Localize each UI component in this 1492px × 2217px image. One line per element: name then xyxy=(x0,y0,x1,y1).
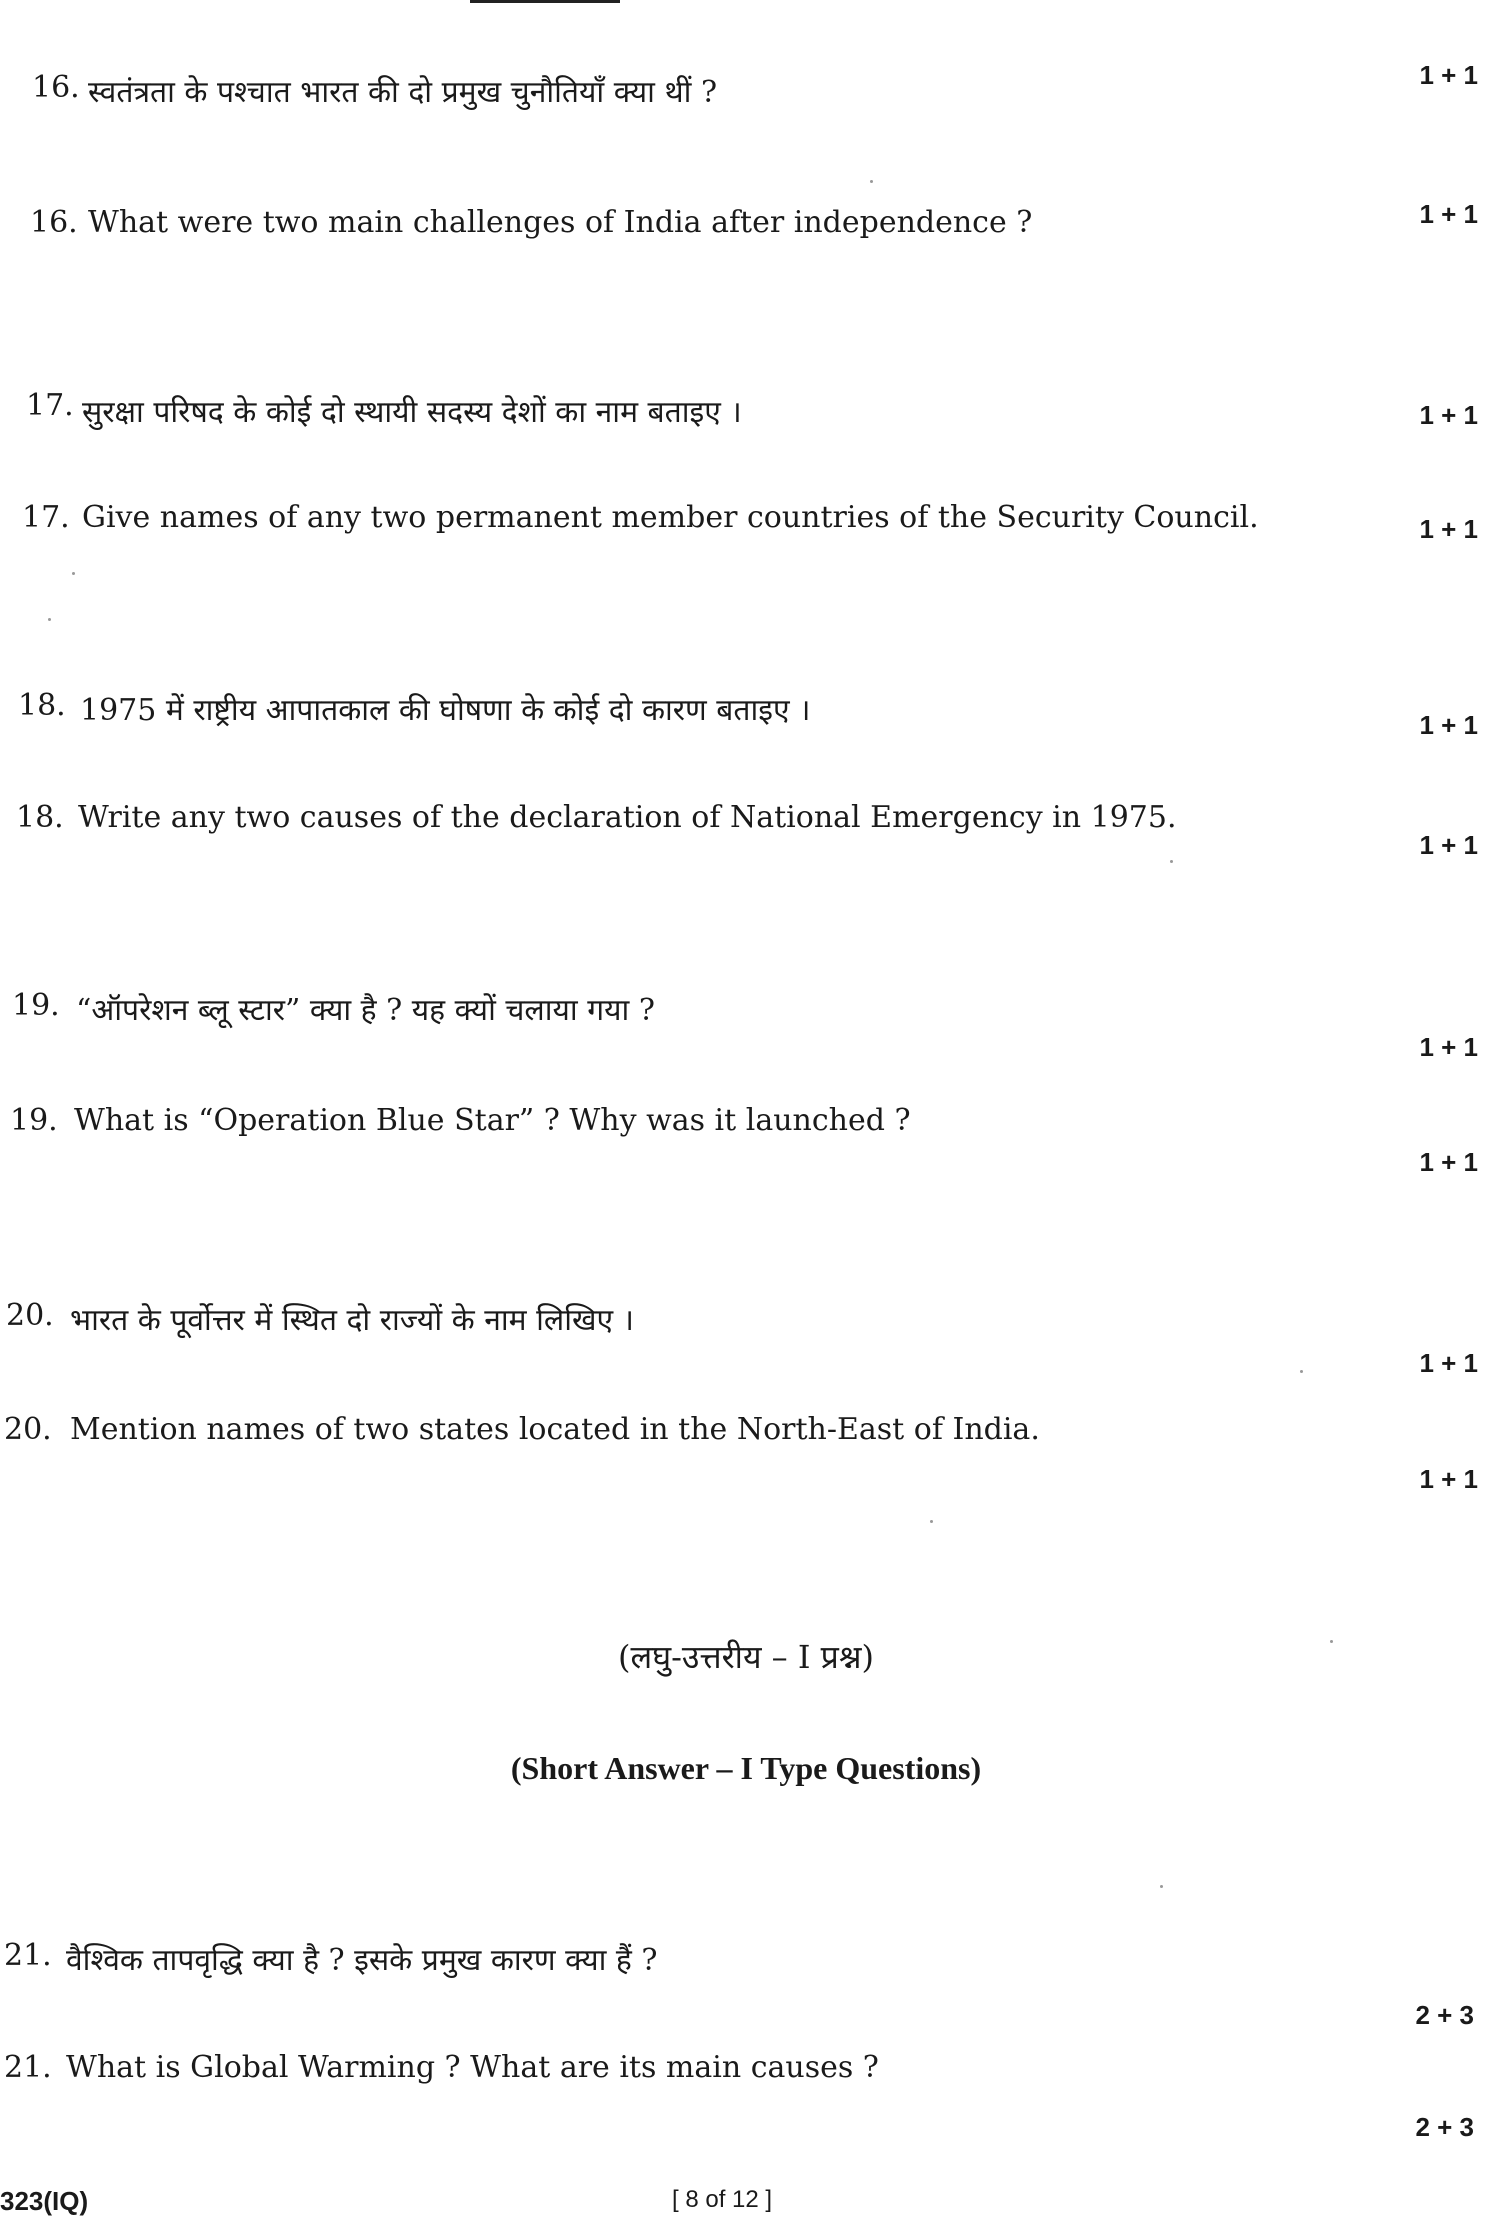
page-number: [ 8 of 12 ] xyxy=(672,2186,773,2213)
question-text: “ऑपरेशन ब्लू स्टार” क्या है ? यह क्यों चलाया गया ? xyxy=(76,993,655,1028)
marks: 1 + 1 xyxy=(1419,199,1478,229)
scan-speck xyxy=(1160,1885,1163,1888)
question-text: भारत के पूर्वोत्तर में स्थित दो राज्यों के नाम लिखिए । xyxy=(70,1303,635,1338)
question-number: 17. xyxy=(22,500,70,535)
question-text: Write any two causes of the declaration of National Emergency in 1975. xyxy=(78,800,1177,835)
question-number: 21. xyxy=(4,1938,52,1973)
marks: 1 + 1 xyxy=(1419,830,1478,860)
question-number: 17. xyxy=(26,388,74,423)
marks: 1 + 1 xyxy=(1419,400,1478,430)
marks: 1 + 1 xyxy=(1419,1348,1478,1378)
question-19-hindi xyxy=(0,988,1492,1062)
marks: 1 + 1 xyxy=(1419,1464,1478,1494)
scan-speck xyxy=(72,572,75,575)
section-heading-english: (Short Answer – I Type Questions) xyxy=(510,1750,982,1786)
marks: 1 + 1 xyxy=(1419,60,1478,90)
question-20-english xyxy=(0,1412,1492,1494)
question-text: Mention names of two states located in the North-East of India. xyxy=(70,1412,1040,1447)
question-number: 19. xyxy=(12,988,60,1023)
scan-speck xyxy=(1170,860,1173,863)
marks: 1 + 1 xyxy=(1419,710,1478,740)
question-text: Give names of any two permanent member countries of the Security Council. xyxy=(82,500,1259,535)
paper-code: 323(IQ) xyxy=(0,2186,89,2216)
question-number: 19. xyxy=(10,1103,58,1138)
question-16-english xyxy=(0,199,1492,265)
question-text: 1975 में राष्ट्रीय आपातकाल की घोषणा के कोई दो कारण बताइए । xyxy=(80,693,811,728)
marks: 1 + 1 xyxy=(1419,1032,1478,1062)
question-17-english xyxy=(0,500,1492,560)
scan-speck xyxy=(870,180,873,183)
marks: 1 + 1 xyxy=(1419,1147,1478,1177)
question-16-hindi xyxy=(0,60,1492,130)
question-number: 16. xyxy=(30,205,78,240)
question-number: 18. xyxy=(16,800,64,835)
question-21-english xyxy=(0,2050,1492,2142)
question-text: वैश्विक तापवृद्धि क्या है ? इसके प्रमुख कारण क्या हैं ? xyxy=(66,1943,658,1978)
marks: 2 + 3 xyxy=(1415,2112,1474,2142)
question-number: 20. xyxy=(6,1298,54,1333)
scan-speck xyxy=(1330,1640,1333,1643)
question-19-english xyxy=(0,1103,1492,1177)
question-number: 21. xyxy=(4,2050,52,2085)
question-20-hindi xyxy=(0,1298,1492,1378)
question-number: 16. xyxy=(32,70,80,105)
question-text: What is “Operation Blue Star” ? Why was it launched ? xyxy=(74,1103,911,1138)
top-rule xyxy=(470,0,620,3)
question-text: स्वतंत्रता के पश्चात भारत की दो प्रमुख चुनौतियाँ क्या थीं ? xyxy=(88,75,718,110)
question-text: सुरक्षा परिषद के कोई दो स्थायी सदस्य देशों का नाम बताइए । xyxy=(82,395,742,430)
marks: 1 + 1 xyxy=(1419,514,1478,544)
section-heading-hindi: (लघु-उत्तरीय – I प्रश्न) xyxy=(618,1638,874,1676)
scan-speck xyxy=(930,1520,933,1523)
scan-speck xyxy=(1300,1370,1303,1373)
scan-speck xyxy=(48,618,51,621)
question-text: What were two main challenges of India after independence ? xyxy=(88,205,1033,240)
marks: 2 + 3 xyxy=(1415,2000,1474,2030)
question-18-english xyxy=(0,800,1492,860)
question-text: What is Global Warming ? What are its main causes ? xyxy=(66,2050,879,2085)
question-number: 20. xyxy=(4,1412,52,1447)
question-number: 18. xyxy=(18,688,66,723)
question-18-hindi xyxy=(0,688,1492,748)
question-21-hindi xyxy=(0,1938,1492,2030)
question-17-hindi xyxy=(0,388,1492,448)
